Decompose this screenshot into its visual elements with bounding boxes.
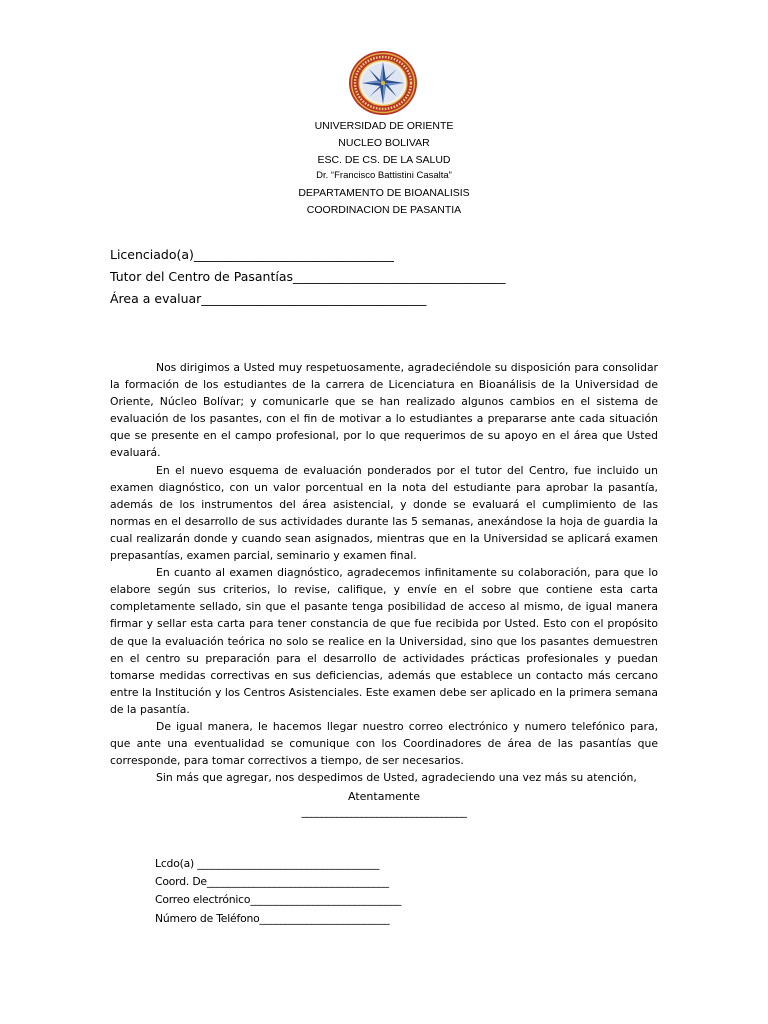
university-seal-icon (348, 50, 418, 116)
area-field: Área a evaluar____________________________________ (110, 291, 427, 306)
signature-line: _________________________________ (301, 805, 467, 818)
header-departamento: DEPARTAMENTO DE BIOANALISIS (298, 187, 470, 200)
paragraph-evaluation-scheme: En el nuevo esquema de evaluación ponderados por el tutor del Centro, fue incluido un examen diagnóstico, con un valor porcentual en la nota del estudiante para aprobar la pasantía, además de los instrumentos del área asistencial, y donde se evaluará el cumplimiento de las normas en el desarrollo de sus actividades durante las 5 semanas, anexándose la hoja de guardia la cual realizarán donde y cuando sean asignados, mientras que en la Universidad se aplicará examen prepasantías, examen parcial, seminario y examen final. (110, 463, 658, 563)
header-escuela: ESC. DE CS. DE LA SALUD (317, 153, 451, 166)
paragraph-intro: Nos dirigimos a Usted muy respetuosamente, agradeciéndole su disposición para consolidar la formación de los estudiantes de la carrera de Licenciatura en Bioanálisis de la Universidad de Oriente, Núcleo Bolívar; y comunicarle que se han realizado algunos cambios en el sistema de evaluación de los pasantes, con el fin de motivar a lo estudiantes a prepararse ante cada situación que se presente en el campo profesional, por lo que requerimos de su apoyo en el área que Usted evaluará. (110, 361, 658, 460)
tutor-field: Tutor del Centro de Pasantías__________________________________ (110, 269, 506, 284)
header-doctor: Dr. “Francisco Battistini Casalta” (316, 170, 452, 182)
header-university: UNIVERSIDAD DE ORIENTE (314, 120, 454, 132)
paragraph-contact: De igual manera, le hacemos llegar nuestro correo electrónico y numero telefónico para, que ante una eventualidad se comunique con los Coordinadores de área de las pasantías que corresponde, para tomar correctivos a tiempo, de ser necesarios. (110, 719, 658, 768)
header-coordinacion: COORDINACION DE PASANTIA (306, 203, 462, 216)
header-nucleo: NUCLEO BOLIVAR (338, 136, 430, 149)
paragraph-diagnostic-exam: En cuanto al examen diagnóstico, agradecemos infinitamente su colaboración, para que lo elabore según sus criterios, lo revise, califique, y envíe en el sobre que contiene esta carta completamente sellado, sin que el pasante tenga posibilidad de acceso al mismo, de igual manera firmar y sellar esta carta para tener constancia de que fue recibida por Usted. Esto con el propósito de que la evaluación teórica no solo se realice en la Universidad, sino que los pasantes demuestren en el centro su preparación para el desarrollo de actividades prácticas profesionales y puedan tomarse medidas correctivas en sus deficiencias, además que establece un contacto más cercano entre la Institución y los Centros Asistenciales. Este examen debe ser aplicado en la primera semana de la pasantía. (110, 566, 658, 716)
institution-header (0, 118, 768, 219)
signature-fields (155, 855, 401, 928)
closing-salutation: Atentamente (348, 790, 420, 803)
telefono-field: Número de Teléfono_________________________ (155, 911, 390, 925)
closing-block (0, 788, 768, 822)
recipient-fields (110, 244, 506, 310)
lcdo-field: Lcdo(a) ___________________________________ (155, 857, 380, 870)
correo-field: Correo electrónico_____________________________ (155, 893, 402, 907)
coord-field: Coord. De___________________________________ (155, 875, 389, 889)
licenciado-field: Licenciado(a)________________________________ (110, 247, 394, 262)
paragraph-farewell: Sin más que agregar, nos despedimos de Usted, agradeciendo una vez más su atención, (156, 771, 637, 785)
letter-body (110, 359, 658, 786)
